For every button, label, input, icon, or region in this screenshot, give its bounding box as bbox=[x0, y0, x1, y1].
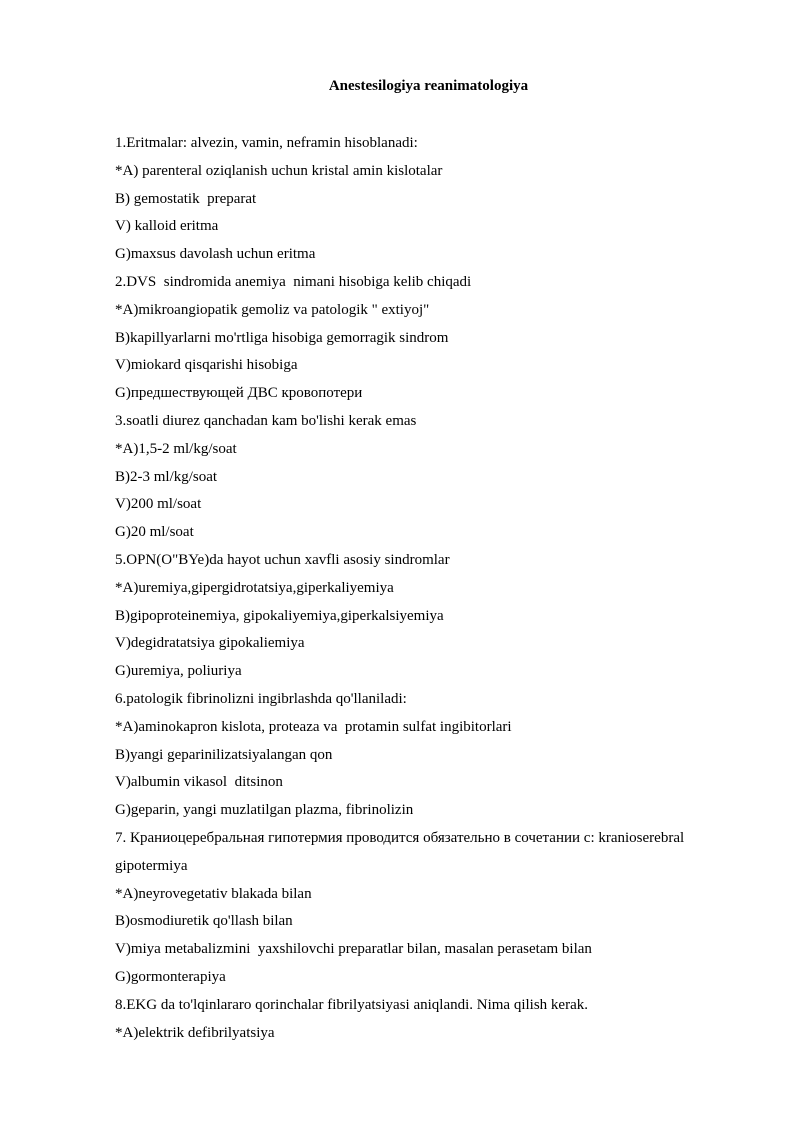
document-line: G)maxsus davolash uchun eritma bbox=[115, 246, 316, 263]
document-line: V)miya metabalizmini yaxshilovchi preparatlar bilan, masalan perasetam bilan bbox=[115, 941, 592, 958]
document-line: 2.DVS sindromida anemiya nimani hisobiga kelib chiqadi bbox=[115, 273, 472, 290]
document-line: *A)aminokapron kislota, proteaza va protamin sulfat ingibitorlari bbox=[115, 718, 512, 735]
document-line: G)предшествующей ДВС кровопотери bbox=[115, 385, 363, 402]
document-line: 8.EKG da to'lqinlararo qorinchalar fibrilyatsiyasi aniqlandi. Nima qilish kerak. bbox=[115, 996, 588, 1013]
document-line: B)yangi geparinilizatsiyalangan qon bbox=[115, 746, 333, 763]
document-title: Anestesilogiya reanimatologiya bbox=[328, 78, 529, 94]
document-line: B) gemostatik preparat bbox=[115, 190, 257, 207]
document-line: V) kalloid eritma bbox=[115, 218, 219, 235]
document-line: B)kapillyarlarni mo'rtliga hisobiga gemorragik sindrom bbox=[115, 329, 449, 346]
document-line: V)degidratatsiya gipokaliemiya bbox=[115, 635, 305, 652]
document-line: G)gormonterapiya bbox=[115, 968, 226, 985]
document-line: *A)elektrik defibrilyatsiya bbox=[115, 1024, 275, 1041]
document-line: V)albumin vikasol ditsinon bbox=[115, 774, 283, 791]
document-line: V)200 ml/soat bbox=[115, 496, 202, 513]
document-line: G)uremiya, poliuriya bbox=[115, 663, 242, 680]
document-line: V)miokard qisqarishi hisobiga bbox=[115, 357, 298, 374]
document-line: *A)1,5-2 ml/kg/soat bbox=[115, 440, 237, 457]
document-line: G)geparin, yangi muzlatilgan plazma, fibrinolizin bbox=[115, 802, 414, 819]
question-list bbox=[115, 130, 755, 1047]
document-line: B)gipoproteinemiya, gipokaliyemiya,giperkalsiyemiya bbox=[115, 607, 444, 624]
document-line: 7. Краниоцеребральная гипотермия проводится обязательно в сочетании с: kranioserebral bbox=[115, 829, 685, 846]
document-line: B)osmodiuretik qo'llash bilan bbox=[115, 913, 293, 930]
document-line: *A) parenteral oziqlanish uchun kristal amin kislotalar bbox=[115, 162, 443, 179]
document-line: 5.OPN(O"BYe)da hayot uchun xavfli asosiy sindromlar bbox=[115, 551, 450, 568]
document-line: 3.soatli diurez qanchadan kam bo'lishi kerak emas bbox=[115, 412, 417, 429]
document-line: B)2-3 ml/kg/soat bbox=[115, 468, 218, 485]
document-line: 1.Eritmalar: alvezin, vamin, neframin hisoblanadi: bbox=[115, 135, 418, 151]
document-line: *A)mikroangiopatik gemoliz va patologik " extiyoj" bbox=[115, 301, 430, 318]
document-line: 6.patologik fibrinolizni ingibrlashda qo'llaniladi: bbox=[115, 690, 407, 707]
document-line: G)20 ml/soat bbox=[115, 524, 194, 541]
document-line: *A)neyrovegetativ blakada bilan bbox=[115, 885, 312, 902]
document-line: *A)uremiya,gipergidrotatsiya,giperkaliyemiya bbox=[115, 579, 394, 596]
document-line: gipotermiya bbox=[115, 857, 188, 874]
